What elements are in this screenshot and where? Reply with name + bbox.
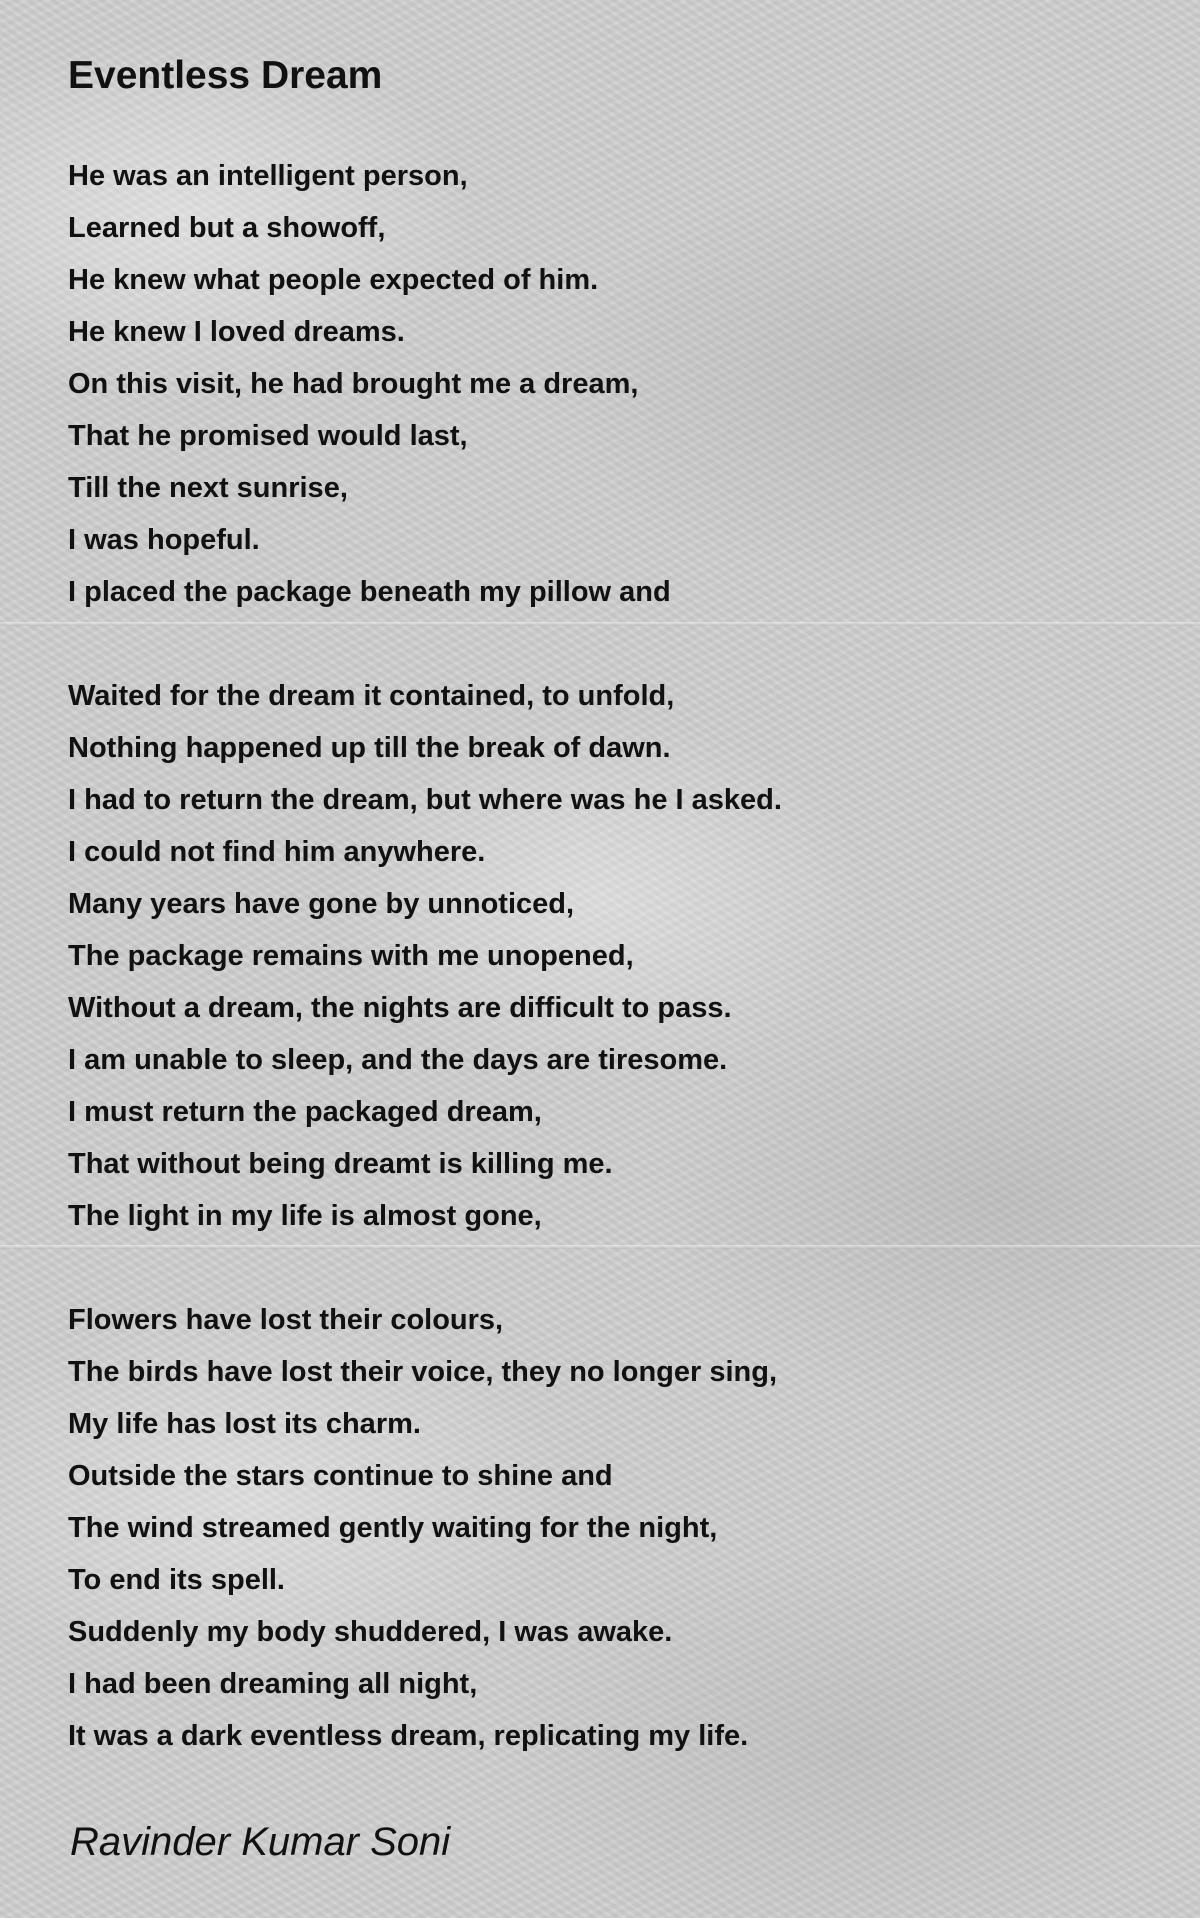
poem-line: The light in my life is almost gone, — [68, 1200, 542, 1232]
poem-line: He was an intelligent person, — [68, 160, 468, 192]
poem-line: I placed the package beneath my pillow and — [68, 576, 671, 608]
poem-line: My life has lost its charm. — [68, 1408, 421, 1440]
poem-line: Nothing happened up till the break of dawn. — [68, 732, 671, 764]
poem-line: Waited for the dream it contained, to unfold, — [68, 680, 675, 712]
poem-line: I had been dreaming all night, — [68, 1668, 478, 1700]
stanza-3 — [68, 1294, 777, 1762]
poem-line: Many years have gone by unnoticed, — [68, 888, 575, 920]
poem-line: I had to return the dream, but where was he I asked. — [68, 784, 782, 816]
poem-line: Suddenly my body shuddered, I was awake. — [68, 1616, 673, 1648]
panel-divider — [0, 1245, 1200, 1249]
poem-line: On this visit, he had brought me a dream, — [68, 368, 639, 400]
panel-divider — [0, 622, 1200, 626]
poem-line: Till the next sunrise, — [68, 472, 348, 504]
poem-line: Flowers have lost their colours, — [68, 1304, 504, 1336]
poem-author: Ravinder Kumar Soni — [70, 1820, 451, 1864]
stanza-1 — [68, 150, 671, 618]
poem-line: Outside the stars continue to shine and — [68, 1460, 613, 1492]
poem-line: That he promised would last, — [68, 420, 468, 452]
poem-title: Eventless Dream — [68, 54, 383, 97]
poem-line: Learned but a showoff, — [68, 212, 386, 244]
poem-line: I am unable to sleep, and the days are tiresome. — [68, 1044, 728, 1076]
poem-line: I could not find him anywhere. — [68, 836, 486, 868]
poem-line: It was a dark eventless dream, replicating my life. — [68, 1720, 749, 1752]
poem-line: I was hopeful. — [68, 524, 260, 556]
stanza-2 — [68, 670, 782, 1242]
poem-line: The wind streamed gently waiting for the night, — [68, 1512, 718, 1544]
poem-line: He knew what people expected of him. — [68, 264, 599, 296]
poem-line: The package remains with me unopened, — [68, 940, 634, 972]
poem-line: He knew I loved dreams. — [68, 316, 405, 348]
poem-line: I must return the packaged dream, — [68, 1096, 542, 1128]
poem-line: To end its spell. — [68, 1564, 285, 1596]
poem-line: The birds have lost their voice, they no longer sing, — [68, 1356, 778, 1388]
poem-line: Without a dream, the nights are difficult to pass. — [68, 992, 732, 1024]
poem-line: That without being dreamt is killing me. — [68, 1148, 613, 1180]
